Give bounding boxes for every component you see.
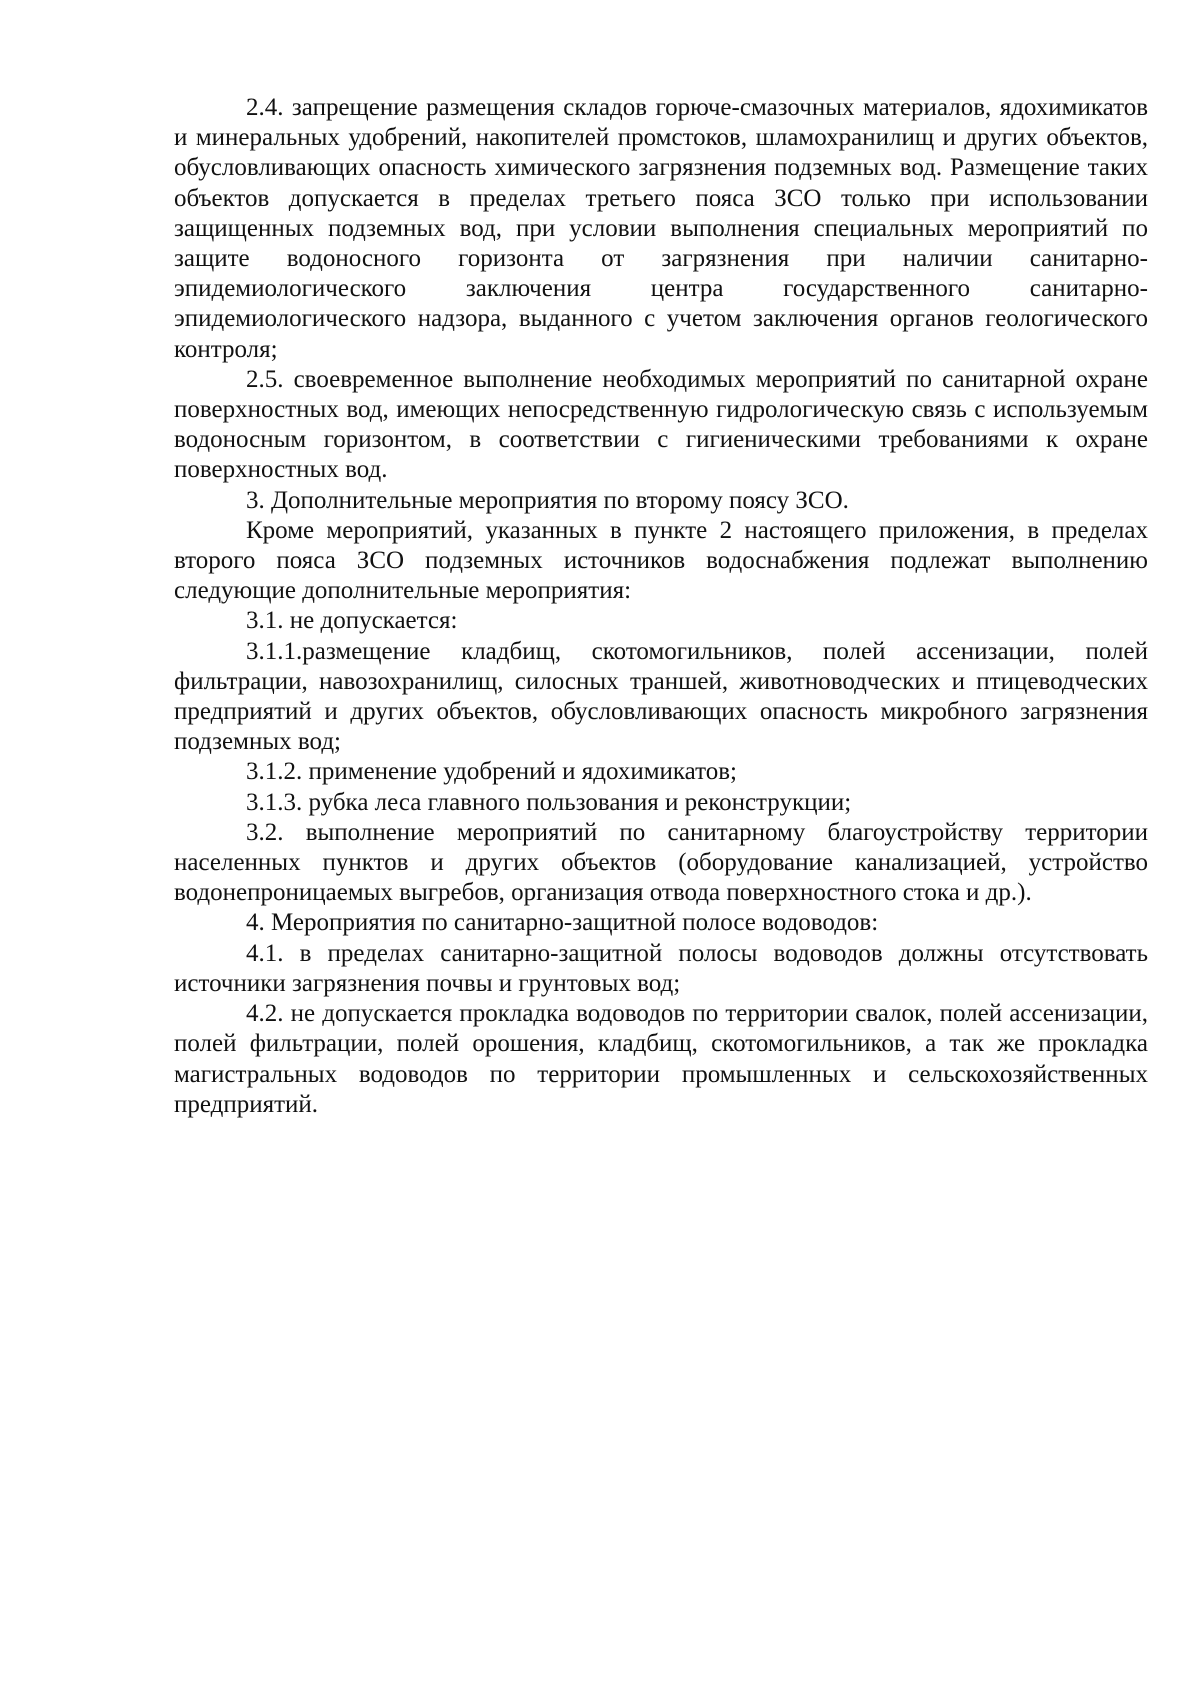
paragraph-4-2: 4.2. не допускается прокладка водоводов по территории свалок, полей ассенизации, полей фильтрации, полей орошения, кладбищ, скотомогильников, а так же прокладка магистральных водоводов по территории промышленных и сельскохозяйственных предприятий.	[174, 1000, 1148, 1118]
paragraph-3-1-1: 3.1.1.размещение кладбищ, скотомогильников, полей ассенизации, полей фильтрации, навозохранилищ, силосных траншей, животноводческих и птицеводческих предприятий и других объектов, обусловливающих опасность микробного загрязнения подземных вод;	[174, 637, 1148, 756]
paragraph-3-1-3: 3.1.3. рубка леса главного пользования и реконструкции;	[246, 788, 852, 816]
section-4-heading: 4. Мероприятия по санитарно-защитной полосе водоводов:	[246, 909, 879, 937]
paragraph-4-1: 4.1. в пределах санитарно-защитной полосы водоводов должны отсутствовать источники загрязнения почвы и грунтовых вод;	[174, 939, 1148, 997]
paragraph-3-intro: Кроме мероприятий, указанных в пункте 2 настоящего приложения, в пределах второго пояса ЗСО подземных источников водоснабжения подлежат выполнению следующие дополнительные мероприятия:	[174, 516, 1148, 605]
section-3-heading: 3. Дополнительные мероприятия по второму поясу ЗСО.	[246, 486, 849, 514]
paragraph-3-1-2: 3.1.2. применение удобрений и ядохимикатов;	[246, 758, 737, 786]
paragraph-2-5: 2.5. своевременное выполнение необходимых мероприятий по санитарной охране поверхностных вод, имеющих непосредственную гидрологическую связь с используемым водоносным горизонтом, в соответствии с гигиеническими требованиями к охране поверхностных вод.	[174, 365, 1148, 484]
paragraph-3-2: 3.2. выполнение мероприятий по санитарному благоустройству территории населенных пунктов и других объектов (оборудование канализацией, устройство водонепроницаемых выгребов, организация отвода поверхностного стока и др.).	[174, 818, 1148, 907]
paragraph-2-4: 2.4. запрещение размещения складов горюче-смазочных материалов, ядохимикатов и минеральных удобрений, накопителей промстоков, шламохранилищ и других объектов, обусловливающих опасность химического загрязнения подземных вод. Размещение таких объектов допускается в пределах третьего пояса ЗСО только при использовании защищенных подземных вод, при условии выполнения специальных мероприятий по защите водоносного горизонта от загрязнения при наличии санитарно-эпидемиологического заключения центра государственного санитарно-эпидемиологического надзора, выданного с учетом заключения органов геологического контроля;	[174, 94, 1148, 363]
document-body	[174, 93, 1148, 1120]
paragraph-3-1: 3.1. не допускается:	[246, 607, 458, 635]
